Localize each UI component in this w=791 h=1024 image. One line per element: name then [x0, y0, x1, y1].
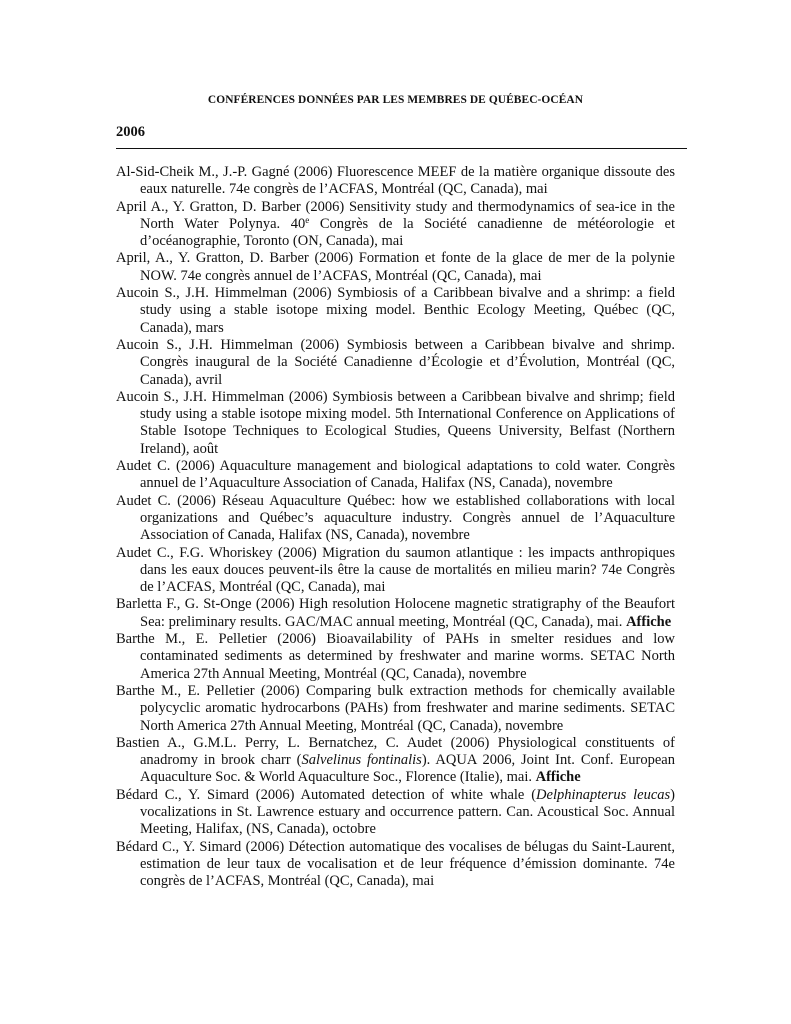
reference-entry	[116, 596, 675, 631]
reference-entry	[116, 458, 675, 493]
reference-text: Barthe M., E. Pelletier (2006) Comparing bulk extraction methods for chemically available polycyclic aromatic hydrocarbons (PAHs) from freshwater and marine sediments. SETAC North America 27th Annual Meeting, Montréal (QC, Canada), novembre	[116, 682, 675, 734]
reference-text: April A., Y. Gratton, D. Barber (2006) Sensitivity study and thermodynamics of sea-ice in the North Water Polynya. 40	[116, 198, 675, 232]
reference-text: Aucoin S., J.H. Himmelman (2006) Symbiosis between a Caribbean bivalve and shrimp; field study using a stable isotope mixing model. 5th International Conference on Applications of Stable Isotope Techniques to Ecological Studies, Queens University, Belfast (Northern Ireland), août	[116, 388, 675, 457]
ordinal-superscript: e	[305, 214, 310, 225]
reference-text: Bédard C., Y. Simard (2006) Automated detection of white whale (	[116, 786, 537, 803]
reference-text: Audet C. (2006) Aquaculture management and biological adaptations to cold water. Congrès annuel de l’Aquaculture Association of Canada, Halifax (NS, Canada), novembre	[116, 458, 675, 492]
reference-entry	[116, 631, 675, 683]
reference-text: Al-Sid-Cheik M., J.-P. Gagné (2006) Fluorescence MEEF de la matière organique dissoute des eaux naturelle. 74e congrès de l’ACFAS, Montréal (QC, Canada), mai	[116, 164, 675, 198]
reference-text: Audet C. (2006) Réseau Aquaculture Québec: how we established collaborations with local organizations and Québec’s aquaculture industry. Congrès annuel de l’Aquaculture Association of Canada, Halifax (NS, Canada), novembre	[116, 492, 675, 544]
reference-entry	[116, 285, 675, 337]
poster-tag: Affiche	[535, 769, 581, 786]
reference-entry	[116, 839, 675, 891]
section-divider	[116, 148, 687, 149]
reference-entry	[116, 787, 675, 839]
reference-entry	[116, 199, 675, 251]
reference-text: Bastien A., G.M.L. Perry, L. Bernatchez, C. Audet (2006) Physiological constituents of anadromy in brook charr (	[116, 734, 675, 769]
reference-entry	[116, 493, 675, 545]
reference-entry	[116, 735, 675, 787]
species-name: Salvelinus fontinalis	[301, 752, 422, 769]
reference-text: Bédard C., Y. Simard (2006) Détection automatique des vocalises de bélugas du Saint-Laurent, estimation de leur taux de vocalisation et de leur fréquence d’émission dominante. 74e congrès de l’ACFAS, Montréal (QC, Canada), mai	[116, 838, 675, 890]
reference-entry	[116, 389, 675, 458]
reference-text: Aucoin S., J.H. Himmelman (2006) Symbiosis between a Caribbean bivalve and shrimp. Congrès inaugural de la Société Canadienne d’Écologie et d’Évolution, Montréal (QC, Canada), avril	[116, 336, 675, 388]
section-year: 2006	[116, 124, 145, 140]
reference-entry	[116, 683, 675, 735]
reference-entry	[116, 545, 675, 597]
reference-entry	[116, 250, 675, 285]
reference-text: ). AQUA 2006, Joint Int. Conf. European Aquaculture Soc. & World Aquaculture Soc., Florence (Italie), mai.	[140, 752, 675, 786]
reference-text: ) vocalizations in St. Lawrence estuary and occurrence pattern. Can. Acoustical Soc. Annual Meeting, Halifax, (NS, Canada), octobre	[140, 786, 675, 838]
reference-text: Barletta F., G. St-Onge (2006) High resolution Holocene magnetic stratigraphy of the Beaufort Sea: preliminary results. GAC/MAC annual meeting, Montréal (QC, Canada), mai.	[116, 596, 675, 630]
reference-text: Aucoin S., J.H. Himmelman (2006) Symbiosis of a Caribbean bivalve and a shrimp: a field study using a stable isotope mixing model. Benthic Ecology Meeting, Québec (QC, Canada), mars	[116, 285, 675, 336]
reference-entry	[116, 337, 675, 389]
reference-text: Congrès de la Société canadienne de météorologie et d’océanographie, Toronto (ON, Canada), mai	[140, 215, 675, 250]
reference-list	[116, 164, 675, 890]
reference-text: April, A., Y. Gratton, D. Barber (2006) Formation et fonte de la glace de mer de la polynie NOW. 74e congrès annuel de l’ACFAS, Montréal (QC, Canada), mai	[116, 250, 675, 284]
reference-text: Audet C., F.G. Whoriskey (2006) Migration du saumon atlantique : les impacts anthropiques dans les eaux douces peuvent-ils être la cause de mortalités en milieu marin? 74e Congrès de l’ACFAS, Montréal (QC, Canada), mai	[116, 544, 675, 596]
poster-tag: Affiche	[626, 613, 672, 630]
reference-entry	[116, 164, 675, 199]
reference-text: Barthe M., E. Pelletier (2006) Bioavailability of PAHs in smelter residues and low contaminated sediments as determined by freshwater and marine worms. SETAC North America 27th Annual Meeting, Montréal (QC, Canada), novembre	[116, 631, 675, 682]
species-name: Delphinapterus leucas	[536, 786, 671, 803]
page-title: CONFÉRENCES DONNÉES PAR LES MEMBRES DE QUÉBEC-OCÉAN	[207, 94, 584, 106]
